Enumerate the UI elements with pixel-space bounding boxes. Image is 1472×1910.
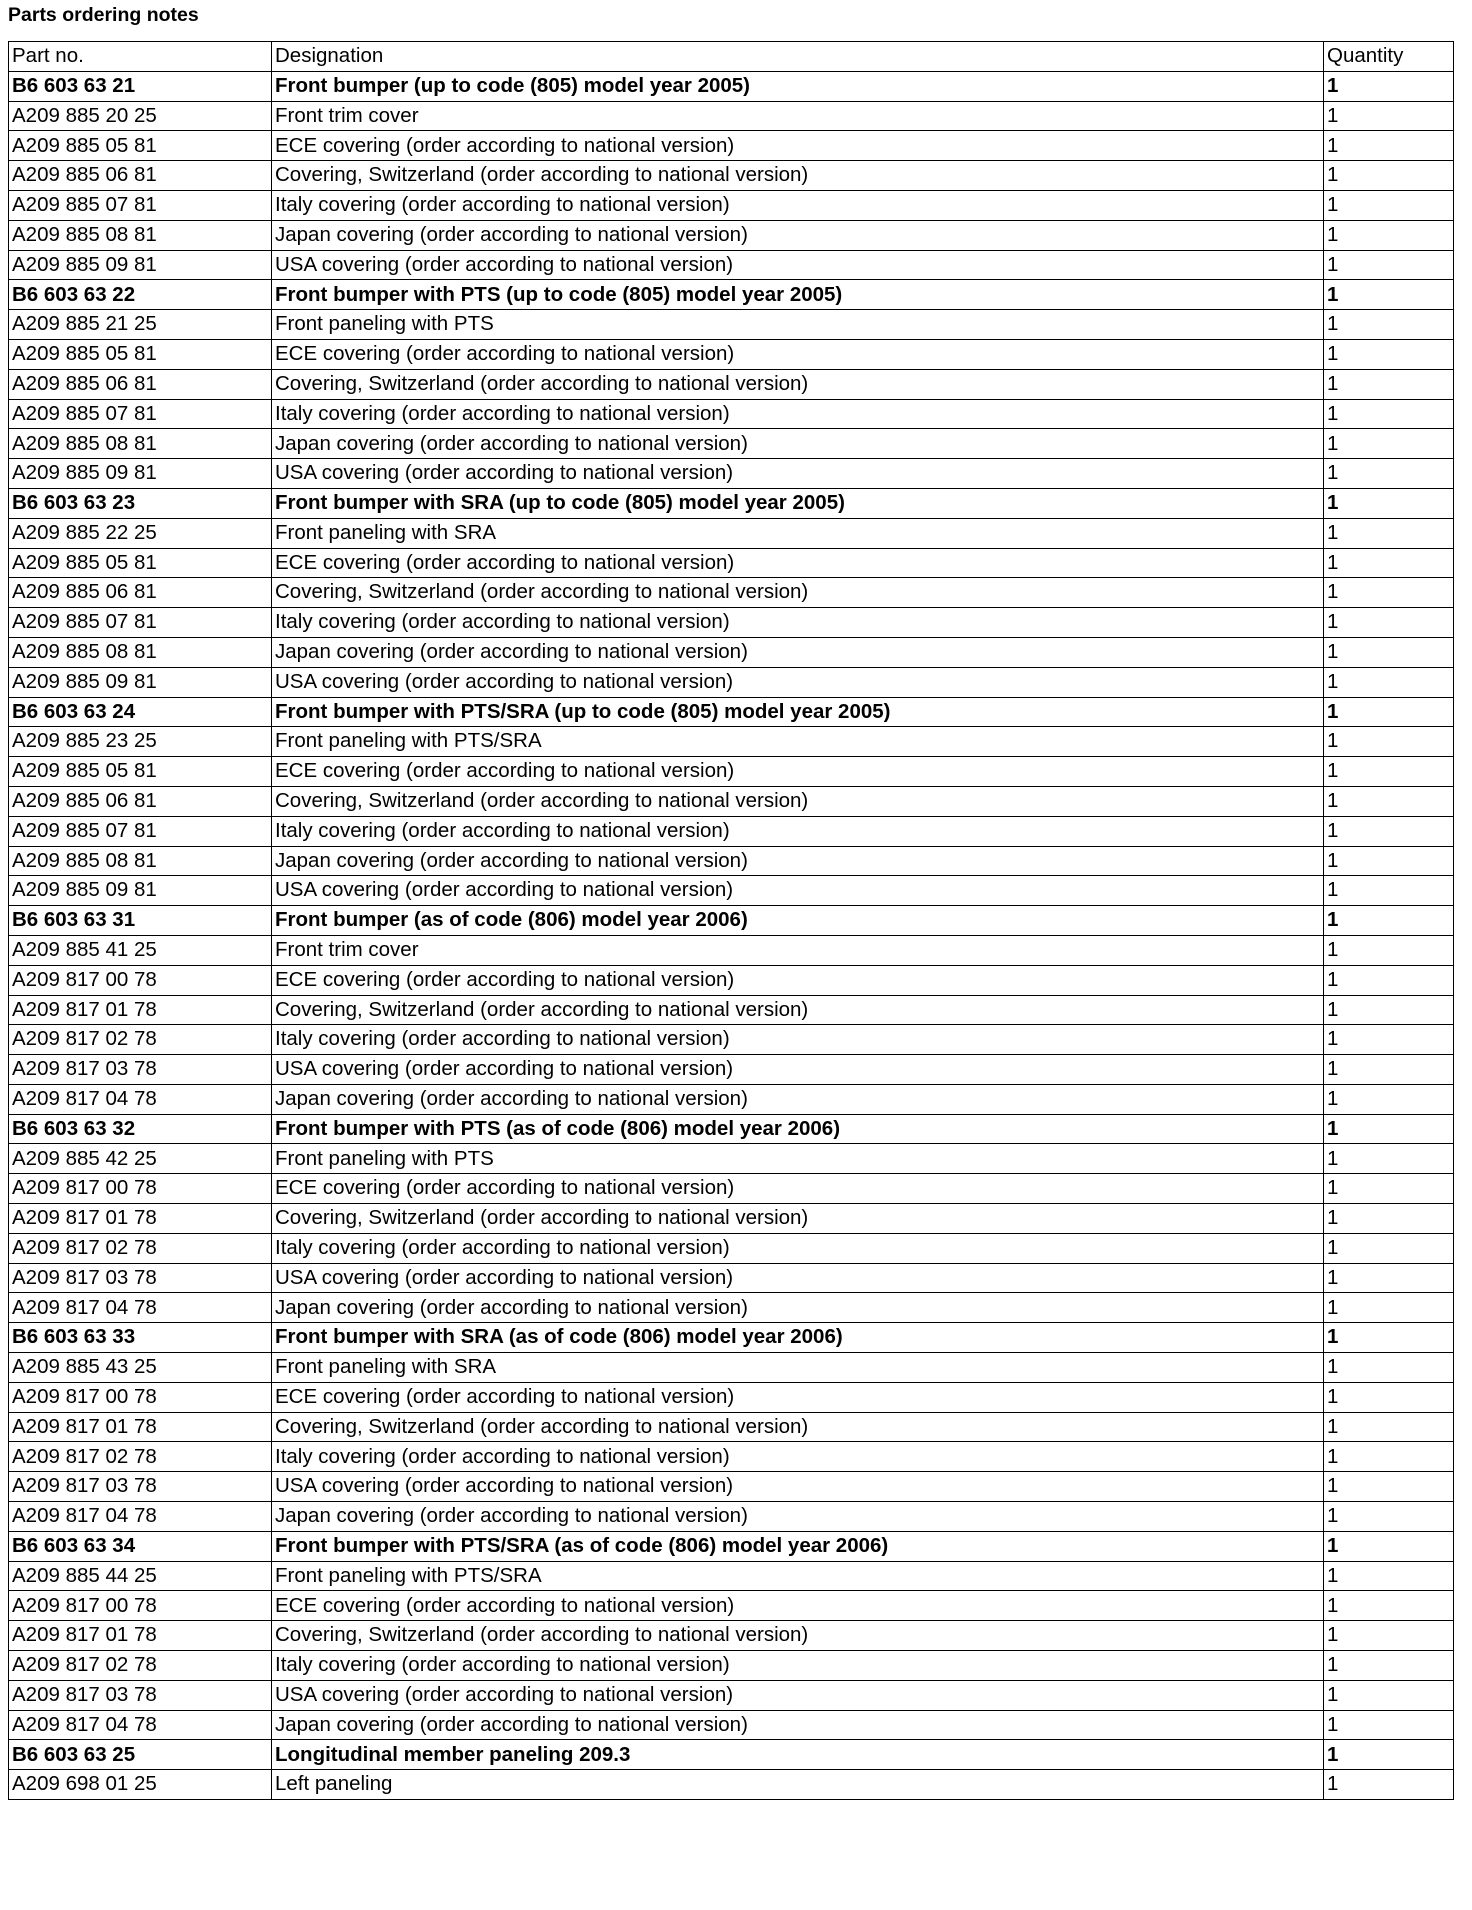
cell-part-no: A209 817 02 78 [9, 1025, 272, 1055]
cell-designation: ECE covering (order according to national version) [272, 965, 1324, 995]
table-row-group-header [9, 488, 1454, 518]
table-row [9, 369, 1454, 399]
cell-quantity: 1 [1324, 697, 1454, 727]
cell-quantity: 1 [1324, 1025, 1454, 1055]
cell-part-no: A209 817 00 78 [9, 1174, 272, 1204]
cell-part-no: A209 885 09 81 [9, 250, 272, 280]
table-row [9, 1174, 1454, 1204]
cell-designation: Front paneling with PTS [272, 310, 1324, 340]
cell-part-no: A209 817 00 78 [9, 1382, 272, 1412]
cell-part-no: A209 885 07 81 [9, 816, 272, 846]
cell-part-no: A209 817 03 78 [9, 1055, 272, 1085]
cell-designation: Italy covering (order according to national version) [272, 816, 1324, 846]
cell-quantity: 1 [1324, 1382, 1454, 1412]
cell-quantity: 1 [1324, 1442, 1454, 1472]
cell-quantity: 1 [1324, 965, 1454, 995]
cell-part-no: B6 603 63 22 [9, 280, 272, 310]
cell-quantity: 1 [1324, 1651, 1454, 1681]
cell-part-no: A209 885 44 25 [9, 1561, 272, 1591]
cell-part-no: A209 817 04 78 [9, 1502, 272, 1532]
cell-quantity: 1 [1324, 1293, 1454, 1323]
cell-part-no: A209 817 01 78 [9, 1204, 272, 1234]
cell-quantity: 1 [1324, 131, 1454, 161]
cell-part-no: A209 817 04 78 [9, 1084, 272, 1114]
table-row [9, 1025, 1454, 1055]
table-row-group-header [9, 280, 1454, 310]
cell-quantity: 1 [1324, 1055, 1454, 1085]
cell-quantity: 1 [1324, 250, 1454, 280]
cell-quantity: 1 [1324, 101, 1454, 131]
table-row [9, 459, 1454, 489]
cell-quantity: 1 [1324, 220, 1454, 250]
table-row [9, 608, 1454, 638]
table-row [9, 846, 1454, 876]
cell-quantity: 1 [1324, 518, 1454, 548]
cell-designation: Italy covering (order according to national version) [272, 1233, 1324, 1263]
table-row [9, 1591, 1454, 1621]
cell-designation: Covering, Switzerland (order according to national version) [272, 1621, 1324, 1651]
cell-part-no: A209 885 05 81 [9, 131, 272, 161]
cell-designation: Japan covering (order according to national version) [272, 1293, 1324, 1323]
table-row-group-header [9, 1740, 1454, 1770]
cell-designation: Front paneling with PTS/SRA [272, 1561, 1324, 1591]
cell-designation: USA covering (order according to national version) [272, 1263, 1324, 1293]
cell-quantity: 1 [1324, 1353, 1454, 1383]
header-quantity: Quantity [1324, 42, 1454, 72]
cell-designation: USA covering (order according to national version) [272, 876, 1324, 906]
table-row [9, 876, 1454, 906]
cell-part-no: B6 603 63 23 [9, 488, 272, 518]
cell-designation: Front bumper (as of code (806) model year 2006) [272, 906, 1324, 936]
cell-part-no: A209 817 02 78 [9, 1442, 272, 1472]
cell-designation: Italy covering (order according to national version) [272, 608, 1324, 638]
table-row [9, 161, 1454, 191]
table-row [9, 578, 1454, 608]
table-header-row [9, 42, 1454, 72]
cell-designation: Longitudinal member paneling 209.3 [272, 1740, 1324, 1770]
cell-quantity: 1 [1324, 1084, 1454, 1114]
cell-quantity: 1 [1324, 429, 1454, 459]
table-row [9, 399, 1454, 429]
cell-designation: Front paneling with PTS [272, 1144, 1324, 1174]
cell-part-no: B6 603 63 31 [9, 906, 272, 936]
cell-designation: Italy covering (order according to national version) [272, 399, 1324, 429]
table-row [9, 637, 1454, 667]
cell-part-no: A209 885 06 81 [9, 578, 272, 608]
cell-designation: Japan covering (order according to national version) [272, 1084, 1324, 1114]
cell-designation: ECE covering (order according to national version) [272, 131, 1324, 161]
cell-quantity: 1 [1324, 578, 1454, 608]
cell-part-no: A209 885 41 25 [9, 935, 272, 965]
table-row [9, 727, 1454, 757]
cell-quantity: 1 [1324, 876, 1454, 906]
cell-designation: ECE covering (order according to national version) [272, 1382, 1324, 1412]
cell-part-no: A209 817 02 78 [9, 1233, 272, 1263]
cell-part-no: A209 885 08 81 [9, 429, 272, 459]
cell-designation: Covering, Switzerland (order according to national version) [272, 161, 1324, 191]
table-row [9, 995, 1454, 1025]
table-row [9, 310, 1454, 340]
cell-quantity: 1 [1324, 1561, 1454, 1591]
cell-part-no: A209 885 05 81 [9, 339, 272, 369]
cell-quantity: 1 [1324, 280, 1454, 310]
cell-part-no: A209 885 07 81 [9, 608, 272, 638]
cell-designation: Japan covering (order according to national version) [272, 220, 1324, 250]
cell-designation: ECE covering (order according to national version) [272, 339, 1324, 369]
cell-part-no: B6 603 63 33 [9, 1323, 272, 1353]
cell-designation: ECE covering (order according to national version) [272, 757, 1324, 787]
table-row [9, 339, 1454, 369]
table-row [9, 190, 1454, 220]
cell-quantity: 1 [1324, 816, 1454, 846]
cell-part-no: A209 885 05 81 [9, 548, 272, 578]
cell-designation: Front bumper with PTS/SRA (as of code (806) model year 2006) [272, 1531, 1324, 1561]
cell-quantity: 1 [1324, 1502, 1454, 1532]
cell-quantity: 1 [1324, 369, 1454, 399]
cell-quantity: 1 [1324, 399, 1454, 429]
table-row [9, 1263, 1454, 1293]
cell-quantity: 1 [1324, 310, 1454, 340]
table-row-group-header [9, 906, 1454, 936]
cell-part-no: B6 603 63 24 [9, 697, 272, 727]
cell-designation: Left paneling [272, 1770, 1324, 1800]
cell-designation: ECE covering (order according to national version) [272, 1591, 1324, 1621]
cell-quantity: 1 [1324, 1621, 1454, 1651]
table-row [9, 1442, 1454, 1472]
table-row [9, 1412, 1454, 1442]
cell-designation: Covering, Switzerland (order according to national version) [272, 1412, 1324, 1442]
table-row [9, 1382, 1454, 1412]
cell-part-no: A209 885 08 81 [9, 846, 272, 876]
page-title: Parts ordering notes [8, 4, 199, 26]
cell-designation: Italy covering (order according to national version) [272, 1442, 1324, 1472]
table-row [9, 1651, 1454, 1681]
cell-part-no: A209 817 01 78 [9, 1621, 272, 1651]
cell-quantity: 1 [1324, 1680, 1454, 1710]
cell-quantity: 1 [1324, 935, 1454, 965]
table-row [9, 816, 1454, 846]
table-row [9, 429, 1454, 459]
cell-quantity: 1 [1324, 1591, 1454, 1621]
cell-designation: ECE covering (order according to national version) [272, 548, 1324, 578]
cell-designation: Japan covering (order according to national version) [272, 429, 1324, 459]
cell-part-no: A209 817 04 78 [9, 1710, 272, 1740]
cell-designation: Italy covering (order according to national version) [272, 1651, 1324, 1681]
cell-designation: Front paneling with SRA [272, 518, 1324, 548]
cell-part-no: A209 885 43 25 [9, 1353, 272, 1383]
cell-quantity: 1 [1324, 906, 1454, 936]
table-row [9, 1561, 1454, 1591]
cell-quantity: 1 [1324, 846, 1454, 876]
cell-part-no: B6 603 63 34 [9, 1531, 272, 1561]
cell-quantity: 1 [1324, 548, 1454, 578]
table-row [9, 1680, 1454, 1710]
cell-quantity: 1 [1324, 1174, 1454, 1204]
cell-designation: Covering, Switzerland (order according to national version) [272, 578, 1324, 608]
cell-quantity: 1 [1324, 995, 1454, 1025]
table-row [9, 1144, 1454, 1174]
table-row [9, 1055, 1454, 1085]
table-row [9, 101, 1454, 131]
cell-quantity: 1 [1324, 667, 1454, 697]
cell-part-no: A209 885 06 81 [9, 369, 272, 399]
cell-designation: Covering, Switzerland (order according to national version) [272, 369, 1324, 399]
cell-designation: Japan covering (order according to national version) [272, 1710, 1324, 1740]
cell-part-no: A209 817 03 78 [9, 1472, 272, 1502]
cell-designation: USA covering (order according to national version) [272, 250, 1324, 280]
cell-quantity: 1 [1324, 488, 1454, 518]
cell-part-no: A209 885 07 81 [9, 190, 272, 220]
table-row [9, 1472, 1454, 1502]
table-row [9, 1233, 1454, 1263]
cell-quantity: 1 [1324, 1323, 1454, 1353]
table-row-group-header [9, 697, 1454, 727]
cell-quantity: 1 [1324, 1740, 1454, 1770]
table-row [9, 1353, 1454, 1383]
cell-designation: USA covering (order according to national version) [272, 1055, 1324, 1085]
cell-part-no: A209 817 00 78 [9, 1591, 272, 1621]
cell-designation: Front bumper with SRA (as of code (806) model year 2006) [272, 1323, 1324, 1353]
table-row [9, 1204, 1454, 1234]
table-row-group-header [9, 1323, 1454, 1353]
cell-part-no: A209 885 21 25 [9, 310, 272, 340]
table-row [9, 1084, 1454, 1114]
cell-part-no: A209 885 06 81 [9, 161, 272, 191]
table-row [9, 965, 1454, 995]
cell-part-no: A209 885 20 25 [9, 101, 272, 131]
cell-designation: USA covering (order according to national version) [272, 1680, 1324, 1710]
cell-quantity: 1 [1324, 71, 1454, 101]
table-row [9, 757, 1454, 787]
cell-quantity: 1 [1324, 757, 1454, 787]
cell-designation: Front paneling with PTS/SRA [272, 727, 1324, 757]
table-row [9, 1621, 1454, 1651]
cell-part-no: A209 817 03 78 [9, 1263, 272, 1293]
cell-designation: Japan covering (order according to national version) [272, 637, 1324, 667]
table-row [9, 1710, 1454, 1740]
table-row [9, 220, 1454, 250]
table-row [9, 518, 1454, 548]
cell-part-no: A209 817 04 78 [9, 1293, 272, 1323]
cell-part-no: A209 885 22 25 [9, 518, 272, 548]
cell-part-no: A209 885 23 25 [9, 727, 272, 757]
table-row [9, 131, 1454, 161]
cell-quantity: 1 [1324, 637, 1454, 667]
table-row-group-header [9, 1531, 1454, 1561]
cell-designation: Italy covering (order according to national version) [272, 1025, 1324, 1055]
cell-quantity: 1 [1324, 1412, 1454, 1442]
cell-quantity: 1 [1324, 459, 1454, 489]
cell-designation: USA covering (order according to national version) [272, 667, 1324, 697]
table-row [9, 1770, 1454, 1800]
cell-designation: Front trim cover [272, 935, 1324, 965]
cell-designation: Front bumper with PTS (as of code (806) model year 2006) [272, 1114, 1324, 1144]
cell-designation: Japan covering (order according to national version) [272, 846, 1324, 876]
cell-quantity: 1 [1324, 1233, 1454, 1263]
cell-part-no: A209 885 08 81 [9, 220, 272, 250]
cell-part-no: B6 603 63 32 [9, 1114, 272, 1144]
cell-designation: Front trim cover [272, 101, 1324, 131]
cell-part-no: A209 817 00 78 [9, 965, 272, 995]
header-designation: Designation [272, 42, 1324, 72]
table-row [9, 250, 1454, 280]
cell-quantity: 1 [1324, 1204, 1454, 1234]
cell-part-no: A209 817 01 78 [9, 995, 272, 1025]
cell-part-no: A209 698 01 25 [9, 1770, 272, 1800]
cell-designation: Front bumper (up to code (805) model year 2005) [272, 71, 1324, 101]
table-row [9, 786, 1454, 816]
cell-quantity: 1 [1324, 1144, 1454, 1174]
cell-quantity: 1 [1324, 727, 1454, 757]
cell-designation: USA covering (order according to national version) [272, 459, 1324, 489]
cell-quantity: 1 [1324, 1472, 1454, 1502]
cell-quantity: 1 [1324, 339, 1454, 369]
cell-designation: Covering, Switzerland (order according to national version) [272, 1204, 1324, 1234]
cell-part-no: A209 885 09 81 [9, 667, 272, 697]
cell-designation: Front bumper with PTS (up to code (805) model year 2005) [272, 280, 1324, 310]
cell-part-no: A209 885 09 81 [9, 459, 272, 489]
cell-designation: Front paneling with SRA [272, 1353, 1324, 1383]
cell-part-no: A209 885 42 25 [9, 1144, 272, 1174]
cell-designation: ECE covering (order according to national version) [272, 1174, 1324, 1204]
cell-designation: USA covering (order according to national version) [272, 1472, 1324, 1502]
cell-quantity: 1 [1324, 786, 1454, 816]
cell-part-no: A209 885 06 81 [9, 786, 272, 816]
cell-part-no: A209 817 02 78 [9, 1651, 272, 1681]
cell-designation: Covering, Switzerland (order according to national version) [272, 995, 1324, 1025]
parts-table [8, 41, 1454, 1800]
cell-quantity: 1 [1324, 190, 1454, 220]
cell-quantity: 1 [1324, 608, 1454, 638]
table-row [9, 548, 1454, 578]
cell-designation: Front bumper with SRA (up to code (805) model year 2005) [272, 488, 1324, 518]
cell-designation: Japan covering (order according to national version) [272, 1502, 1324, 1532]
cell-quantity: 1 [1324, 1114, 1454, 1144]
cell-part-no: A209 885 05 81 [9, 757, 272, 787]
cell-part-no: A209 817 03 78 [9, 1680, 272, 1710]
cell-designation: Covering, Switzerland (order according to national version) [272, 786, 1324, 816]
cell-quantity: 1 [1324, 1531, 1454, 1561]
table-row [9, 667, 1454, 697]
cell-part-no: B6 603 63 25 [9, 1740, 272, 1770]
cell-quantity: 1 [1324, 1263, 1454, 1293]
table-body [9, 71, 1454, 1799]
cell-part-no: A209 885 07 81 [9, 399, 272, 429]
cell-quantity: 1 [1324, 1770, 1454, 1800]
cell-part-no: B6 603 63 21 [9, 71, 272, 101]
cell-part-no: A209 817 01 78 [9, 1412, 272, 1442]
cell-part-no: A209 885 08 81 [9, 637, 272, 667]
cell-quantity: 1 [1324, 1710, 1454, 1740]
cell-designation: Front bumper with PTS/SRA (up to code (805) model year 2005) [272, 697, 1324, 727]
table-row [9, 1293, 1454, 1323]
cell-part-no: A209 885 09 81 [9, 876, 272, 906]
table-row-group-header [9, 71, 1454, 101]
cell-quantity: 1 [1324, 161, 1454, 191]
table-row [9, 1502, 1454, 1532]
header-part-no: Part no. [9, 42, 272, 72]
table-row-group-header [9, 1114, 1454, 1144]
table-row [9, 935, 1454, 965]
cell-designation: Italy covering (order according to national version) [272, 190, 1324, 220]
